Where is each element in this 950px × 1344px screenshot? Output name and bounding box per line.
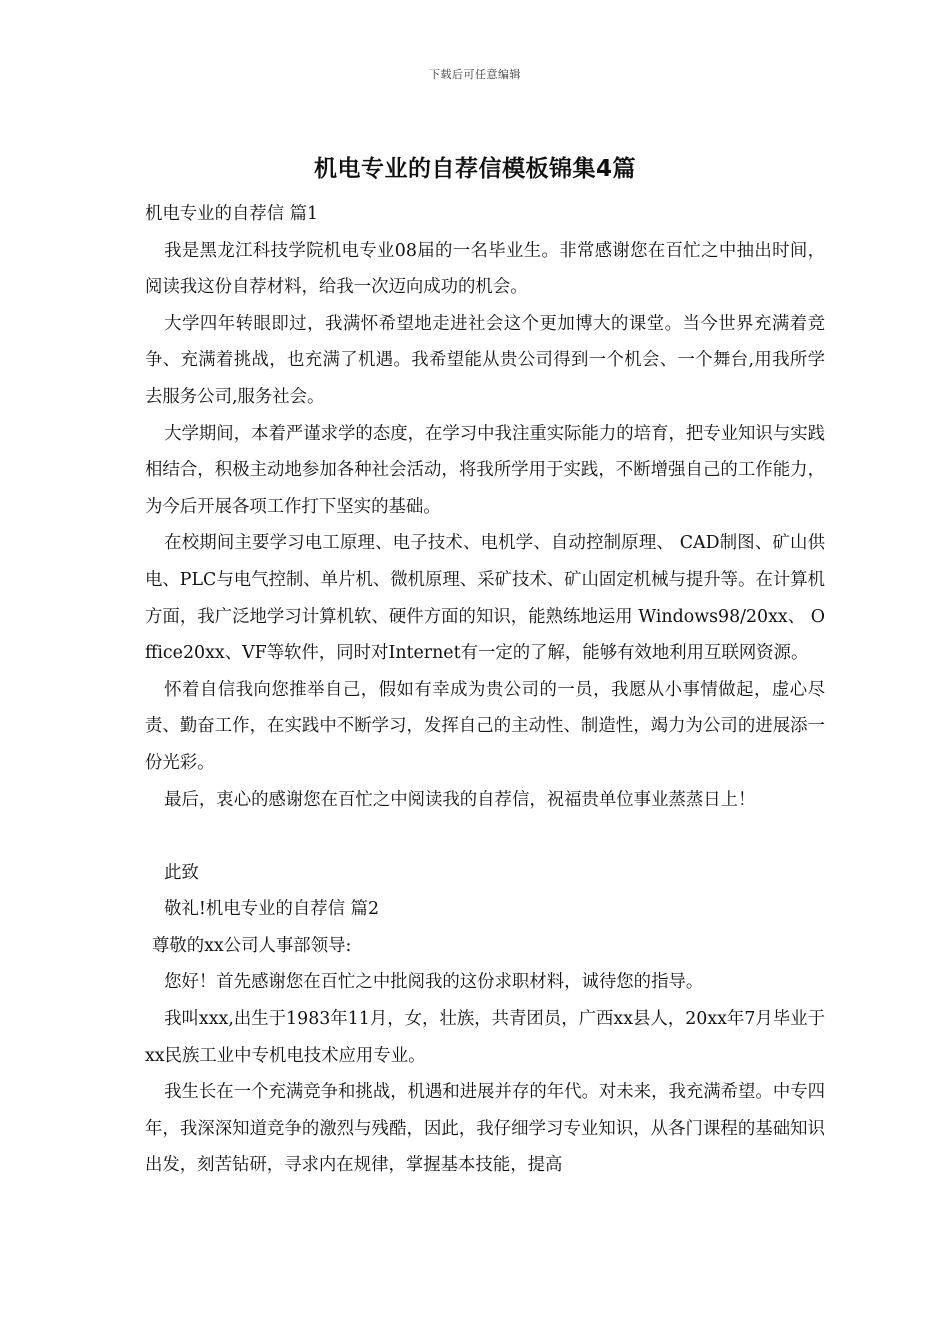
- closing-salutation: 此致: [164, 862, 199, 883]
- paragraph: 我叫xxx,出生于1983年11月，女，壮族，共青团员，广西xx县人，20xx年7月毕业于xx民族工业中专机电技术应用专业。: [145, 1009, 825, 1066]
- paragraph: 在校期间主要学习电工原理、电子技术、电机学、自动控制原理、 CAD制图、矿山供电、PLC与电气控制、单片机、微机原理、采矿技术、矿山固定机械与提升等。在计算机方面，我广泛地学习计算机软、硬件方面的知识，能熟练地运用 Windows98/20xx、 Office20xx、VF等软件，同时对Internet有一定的了解，能够有效地利用互联网资源。: [145, 533, 826, 664]
- document-title: 机电专业的自荐信模板锦集4篇: [313, 156, 636, 182]
- paragraph: 大学期间，本着严谨求学的态度，在学习中我注重实际能力的培育，把专业知识与实践相结合，积极主动地参加各种社会活动，将我所学用于实践，不断增强自己的工作能力，为今后开展各项工作打下坚实的基础。: [145, 423, 825, 517]
- paragraph: 您好！首先感谢您在百忙之中批阅我的这份求职材料，诚待您的指导。: [164, 972, 704, 993]
- paragraph: 大学四年转眼即过，我满怀希望地走进社会这个更加博大的课堂。当今世界充满着竞争、充满着挑战，也充满了机遇。我希望能从贵公司得到一个机会、一个舞台,用我所学去服务公司,服务社会。: [145, 313, 825, 407]
- document-body: [145, 196, 825, 1184]
- paragraph: 我是黑龙江科技学院机电专业08届的一名毕业生。非常感谢您在百忙之中抽出时间，阅读我这份自荐材料，给我一次迈向成功的机会。: [145, 240, 825, 298]
- section-heading-2: 敬礼!机电专业的自荐信 篇2: [164, 899, 380, 920]
- greeting: 尊敬的xx公司人事部领导:: [151, 935, 352, 956]
- paragraph: 我生长在一个充满竞争和挑战，机遇和进展并存的年代。对未来，我充满希望。中专四年，我深深知道竞争的激烈与残酷，因此，我仔细学习专业知识，从各门课程的基础知识出发，刻苦钻研，寻求内在规律，掌握基本技能，提高: [145, 1082, 825, 1176]
- paragraph: 最后，衷心的感谢您在百忙之中阅读我的自荐信，祝福贵单位事业蒸蒸日上！: [164, 789, 756, 810]
- blank-line: [145, 818, 825, 855]
- paragraph: 怀着自信我向您推举自己，假如有幸成为贵公司的一员，我愿从小事情做起，虚心尽责、勤奋工作，在实践中不断学习，发挥自己的主动性、制造性，竭力为公司的进展添一份光彩。: [145, 679, 825, 773]
- section-heading-1: 机电专业的自荐信 篇1: [145, 204, 319, 224]
- header-note: 下载后可任意编辑: [429, 68, 521, 81]
